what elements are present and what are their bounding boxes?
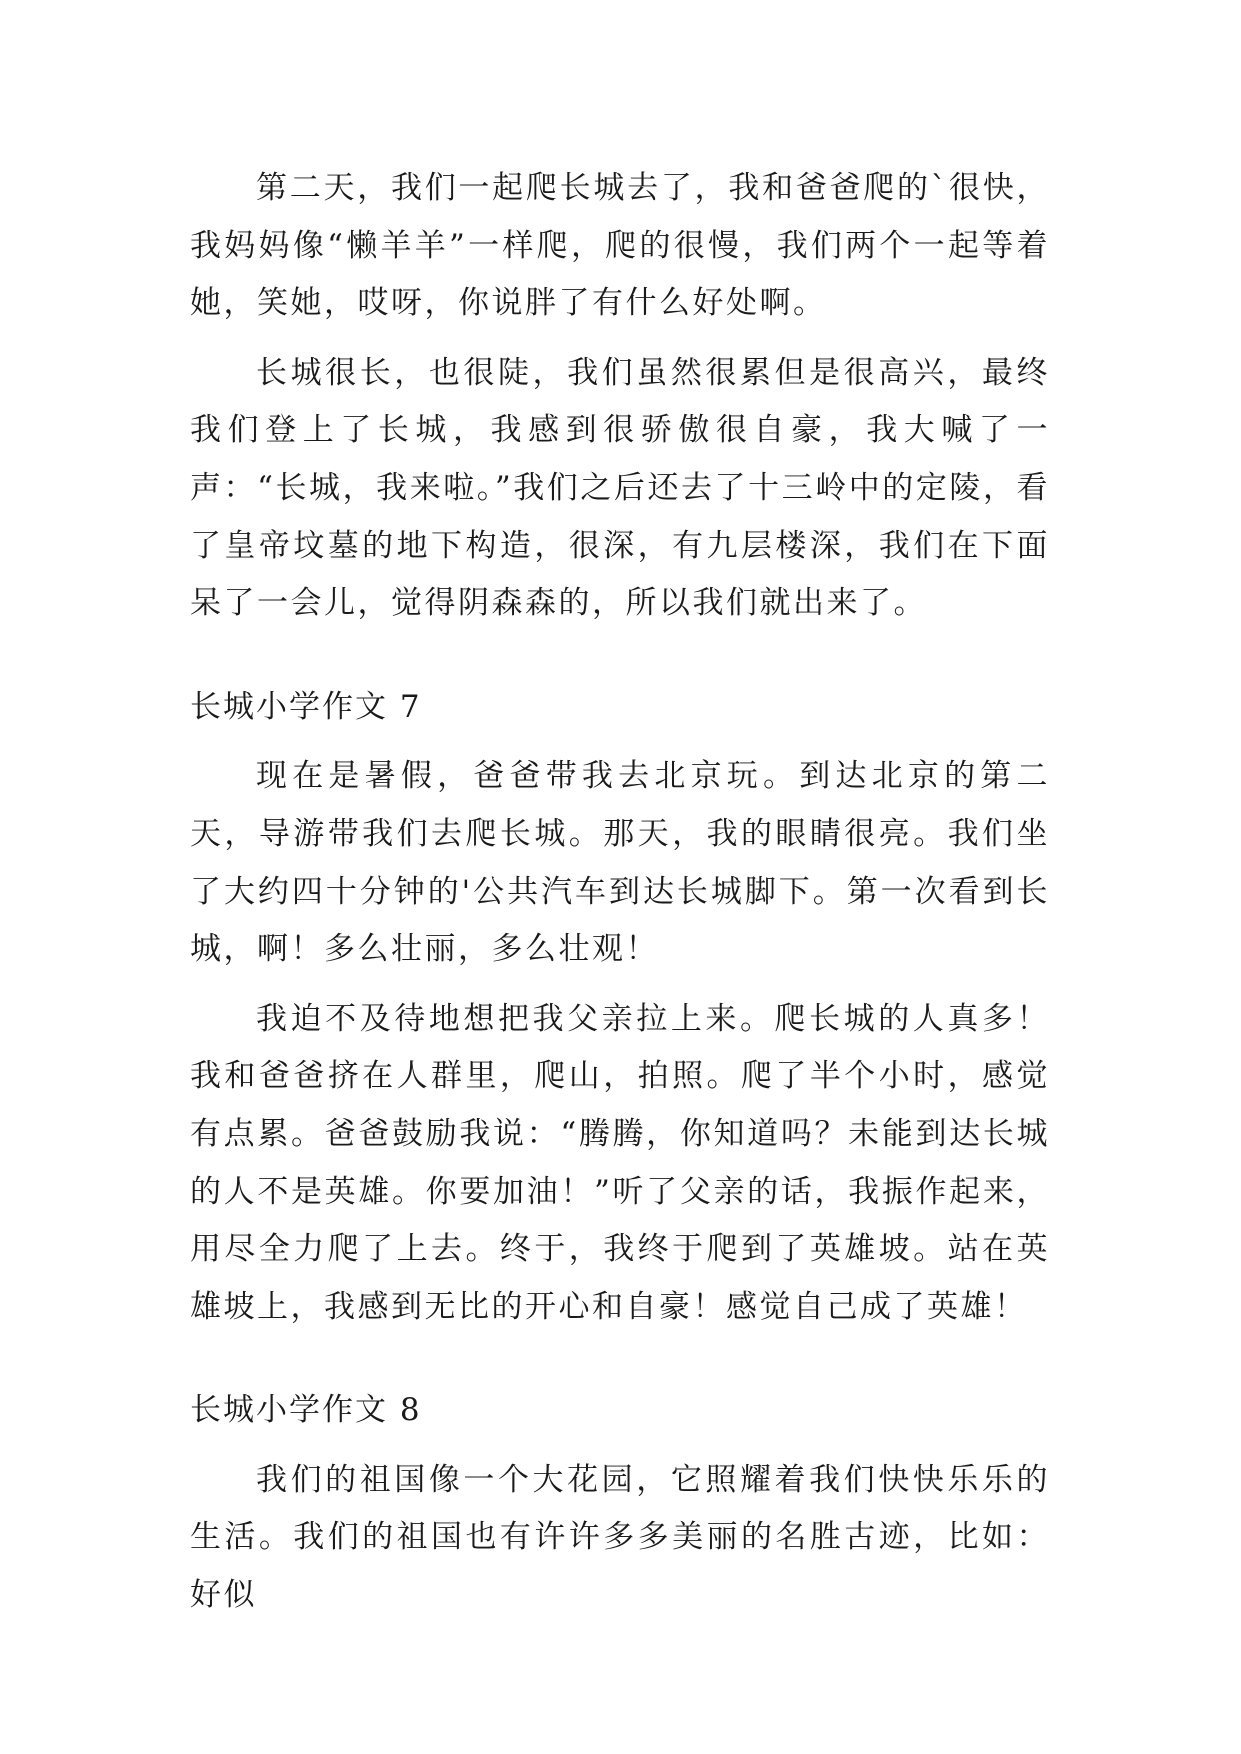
paragraph: 我迫不及待地想把我父亲拉上来。爬长城的人真多！我和爸爸挤在人群里，爬山，拍照。爬了半个小时，感觉有点累。爸爸鼓励我说：“腾腾，你知道吗？未能到达长城的人不是英雄。你要加油！”听了父亲的话，我振作起来，用尽全力爬了上去。终于，我终于爬到了英雄坡。站在英雄坡上，我感到无比的开心和自豪！感觉自己成了英雄！ [190,1000,1050,1325]
document-body [190,160,1050,1637]
section-gap [190,645,1050,679]
section-heading: 长城小学作文 7 [190,688,422,725]
section-heading: 长城小学作文 8 [190,1392,422,1429]
section-gap [190,1348,1050,1382]
paragraph: 第二天，我们一起爬长城去了，我和爸爸爬的`很快，我妈妈像“懒羊羊”一样爬，爬的很慢，我们两个一起等着她，笑她，哎呀，你说胖了有什么好处啊。 [190,170,1050,322]
paragraph: 长城很长，也很陡，我们虽然很累但是很高兴，最终我们登上了长城，我感到很骄傲很自豪，我大喊了一声：“长城，我来啦。”我们之后还去了十三岭中的定陵，看了皇帝坟墓的地下构造，很深，有九层楼深，我们在下面呆了一会儿，觉得阴森森的，所以我们就出来了。 [190,354,1050,622]
paragraph: 我们的祖国像一个大花园，它照耀着我们快快乐乐的生活。我们的祖国也有许许多多美丽的名胜古迹，比如：好似 [190,1461,1050,1614]
paragraph: 现在是暑假，爸爸带我去北京玩。到达北京的第二天，导游带我们去爬长城。那天，我的眼睛很亮。我们坐了大约四十分钟的'公共汽车到达长城脚下。第一次看到长城，啊！多么壮丽，多么壮观！ [190,758,1050,968]
